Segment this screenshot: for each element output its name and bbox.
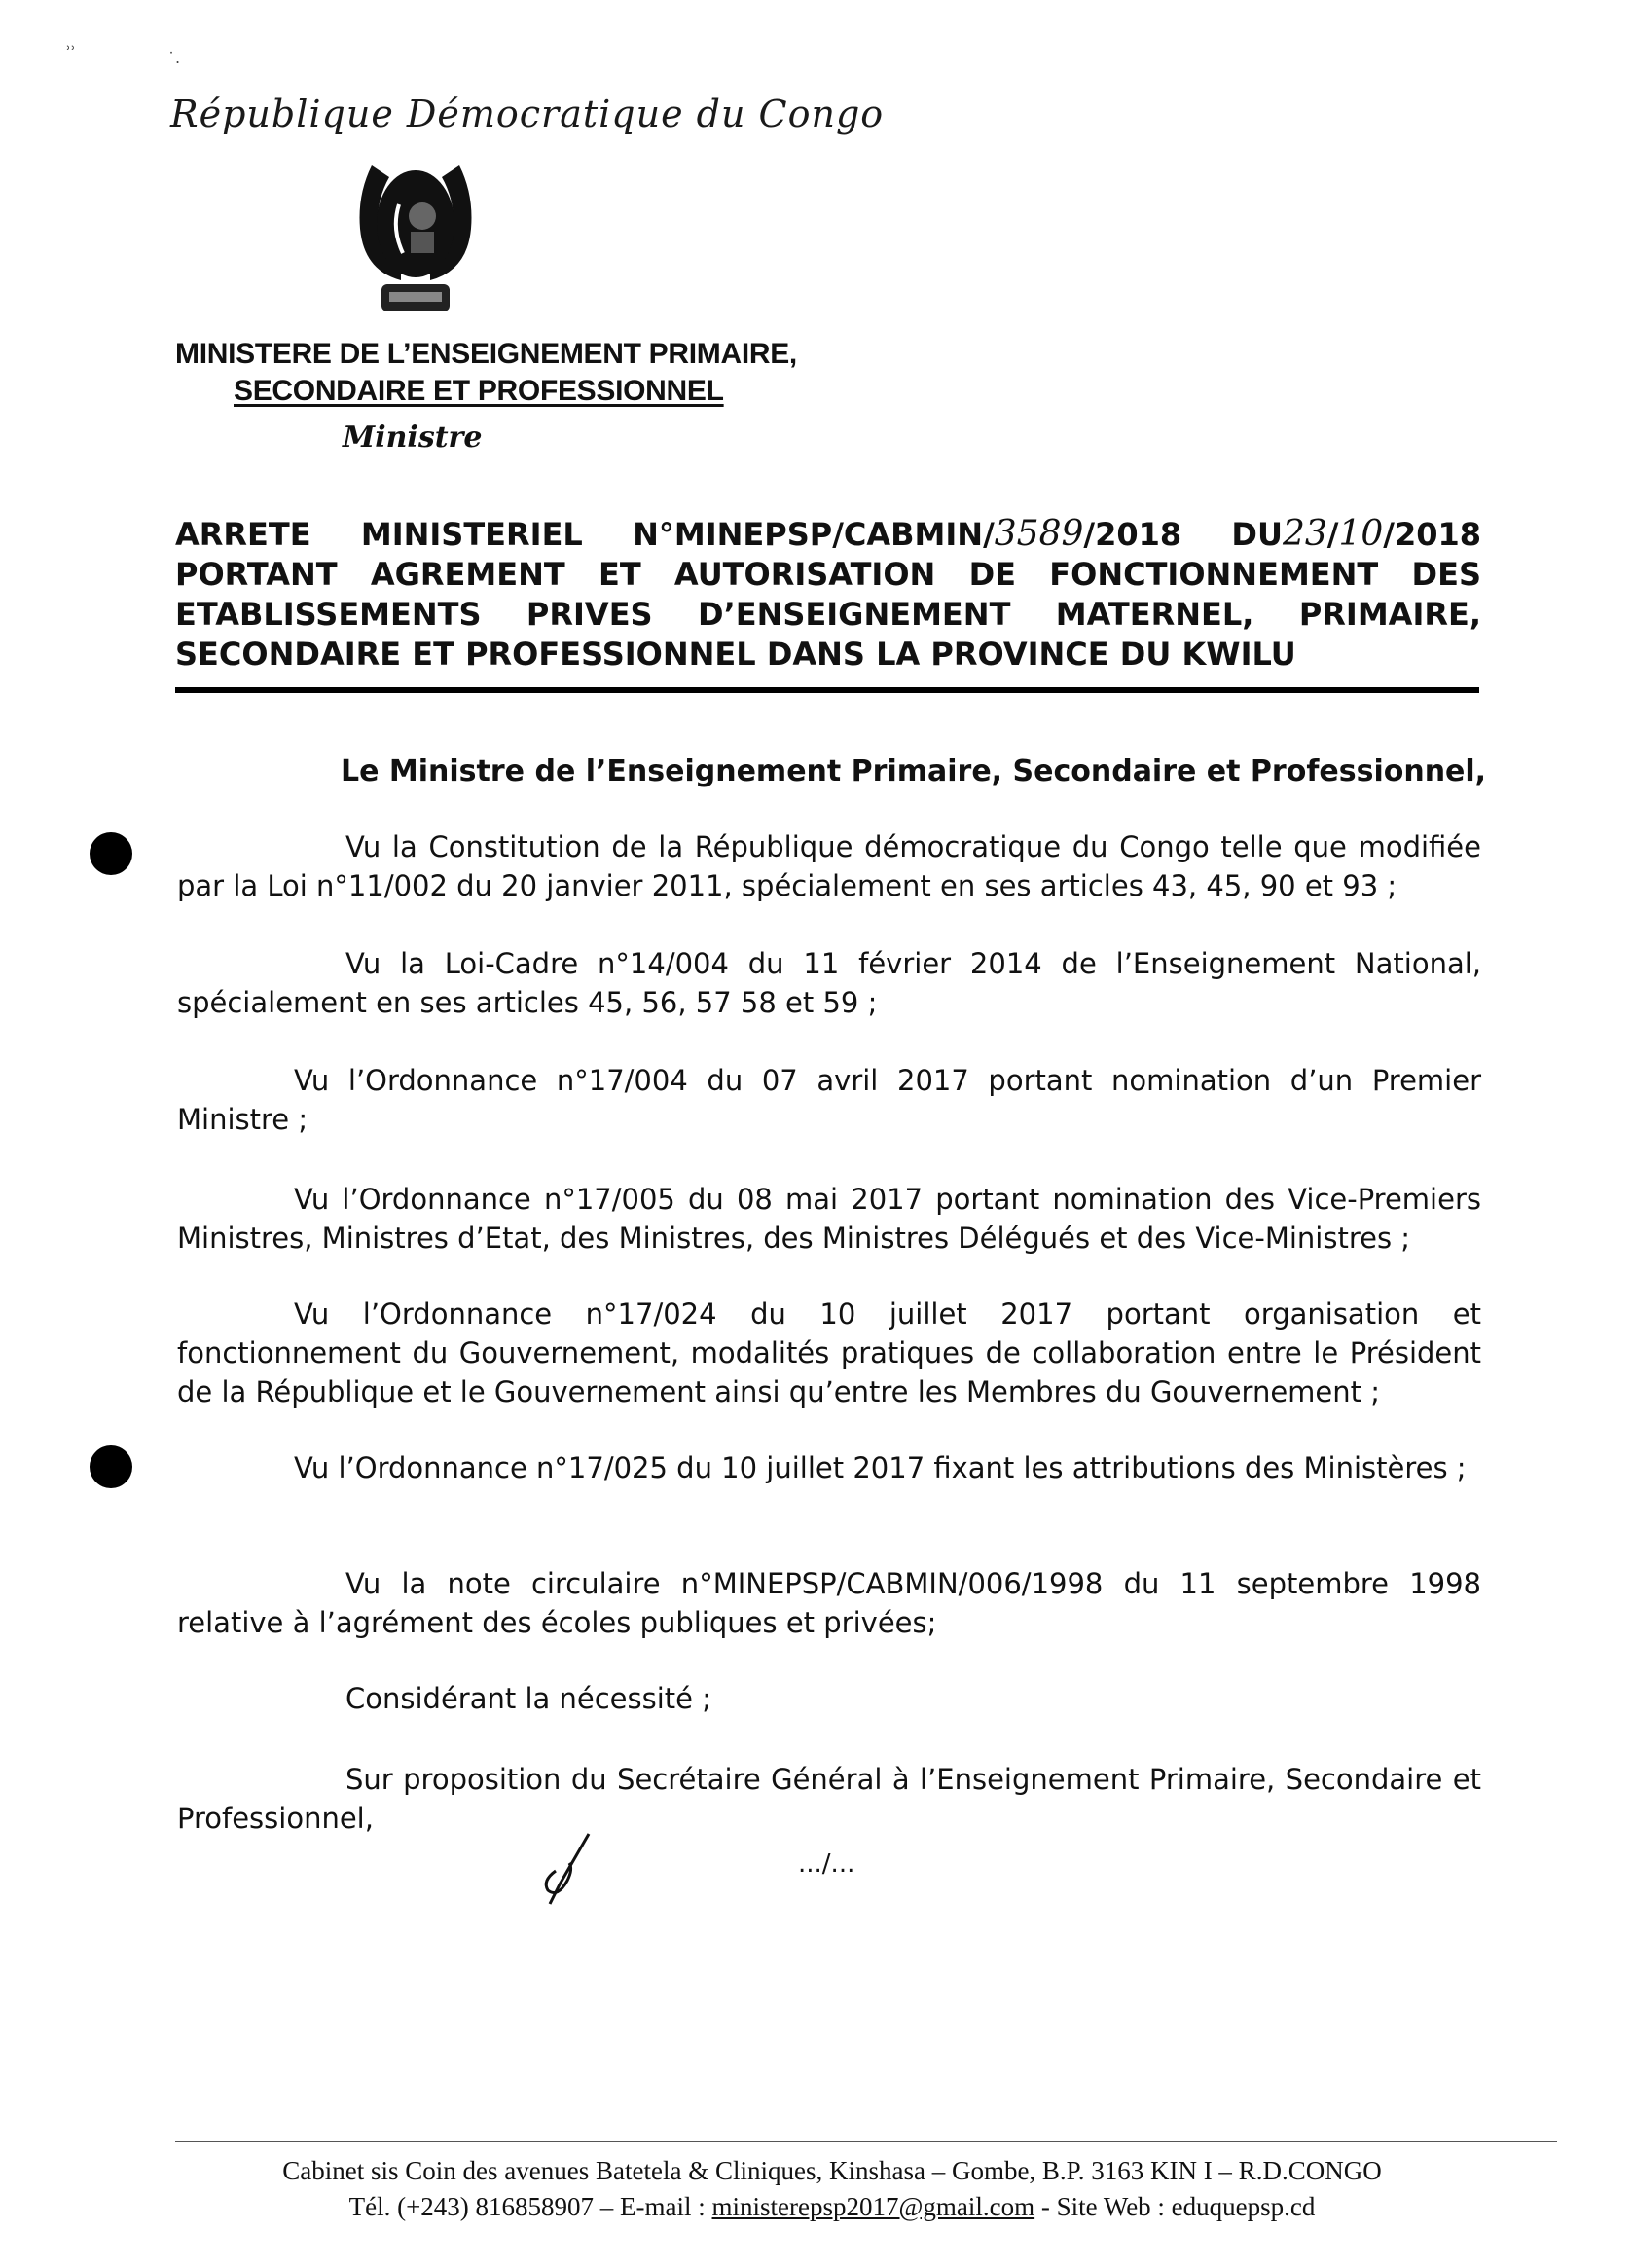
scan-mark: ˙. xyxy=(167,49,181,67)
footer-email-link[interactable]: ministerepsp2017@gmail.com xyxy=(711,2192,1035,2221)
ministry-line-1: MINISTERE DE L’ENSEIGNEMENT PRIMAIRE, xyxy=(175,338,797,370)
paragraph-constitution: Vu la Constitution de la République démocratique du Congo telle que modifiée par la Loi n°11/002 du 20 janvier 2011, spécialement en ses articles 43, 45, 90 et 93 ; xyxy=(177,830,1481,902)
paragraph-considerant: Considérant la nécessité ; xyxy=(345,1682,711,1715)
decree-year: /2018 DU xyxy=(1083,516,1283,553)
republic-heading: République Démocratique du Congo xyxy=(170,92,885,135)
initials-signature-icon xyxy=(530,1830,608,1908)
title-line-2: PORTANT AGREMENT ET AUTORISATION DE FONCTIONNEMENT DES xyxy=(175,556,1481,593)
date-separator: / xyxy=(1326,516,1339,553)
minister-heading: Le Ministre de l’Enseignement Primaire, Secondaire et Professionnel, xyxy=(341,754,1487,788)
decree-month-handwritten: 10 xyxy=(1338,514,1384,554)
national-emblem-icon xyxy=(352,156,479,326)
footer-divider xyxy=(175,2141,1557,2142)
decree-ref-prefix: ARRETE MINISTERIEL N°MINEPSP/CABMIN/ xyxy=(175,516,995,553)
scan-mark: ˒˒ xyxy=(66,39,76,57)
title-line-4: SECONDAIRE ET PROFESSIONNEL DANS LA PROVINCE DU KWILU xyxy=(175,636,1296,673)
footer xyxy=(175,2153,1489,2225)
title-line-1 xyxy=(175,514,1481,555)
punch-hole-icon xyxy=(90,832,132,875)
decree-number-handwritten: 3589 xyxy=(994,514,1084,554)
decree-date-year: /2018 xyxy=(1383,516,1482,553)
punch-hole-icon xyxy=(90,1445,132,1488)
continuation-marker: .../... xyxy=(798,1849,855,1879)
paragraph-note-circulaire: Vu la note circulaire n°MINEPSP/CABMIN/006/1998 du 11 septembre 1998 relative à l’agrément des écoles publiques et privées; xyxy=(177,1567,1481,1639)
paragraph-ordonnance-17-004: Vu l’Ordonnance n°17/004 du 07 avril 2017 portant nomination d’un Premier Ministre ; xyxy=(177,1064,1481,1136)
paragraph-ordonnance-17-005: Vu l’Ordonnance n°17/005 du 08 mai 2017 portant nomination des Vice-Premiers Ministres, Ministres d’Etat, des Ministres, des Ministres Délégués et des Vice-Ministres ; xyxy=(177,1183,1481,1255)
decree-title xyxy=(175,514,1481,675)
footer-phone: Tél. (+243) 816858907 – E-mail : xyxy=(348,2192,712,2221)
paragraph-proposition: Sur proposition du Secrétaire Général à l’Enseignement Primaire, Secondaire et Professionnel, xyxy=(177,1763,1481,1835)
ministre-label: Ministre xyxy=(343,421,483,455)
ministry-line-2: SECONDAIRE ET PROFESSIONNEL xyxy=(234,374,724,407)
footer-contact xyxy=(175,2189,1489,2225)
paragraph-loi-cadre: Vu la Loi-Cadre n°14/004 du 11 février 2014 de l’Enseignement National, spécialement en ses articles 45, 56, 57 58 et 59 ; xyxy=(177,947,1481,1019)
paragraph-ordonnance-17-024: Vu l’Ordonnance n°17/024 du 10 juillet 2017 portant organisation et fonctionnement du Gouvernement, modalités pratiques de collaboration entre le Président de la République et le Gouvernement ainsi qu’entre les Membres du Gouvernement ; xyxy=(177,1298,1481,1408)
ministry-name xyxy=(175,336,797,409)
paragraph-ordonnance-17-025: Vu l’Ordonnance n°17/025 du 10 juillet 2017 fixant les attributions des Ministères ; xyxy=(294,1451,1467,1484)
title-divider xyxy=(175,687,1479,693)
footer-website: - Site Web : eduquepsp.cd xyxy=(1034,2192,1316,2221)
footer-address: Cabinet sis Coin des avenues Batetela & Cliniques, Kinshasa – Gombe, B.P. 3163 KIN I – R.D.CONGO xyxy=(282,2156,1382,2185)
title-line-3: ETABLISSEMENTS PRIVES D’ENSEIGNEMENT MATERNEL, PRIMAIRE, xyxy=(175,596,1481,633)
decree-day-handwritten: 23 xyxy=(1282,514,1327,554)
